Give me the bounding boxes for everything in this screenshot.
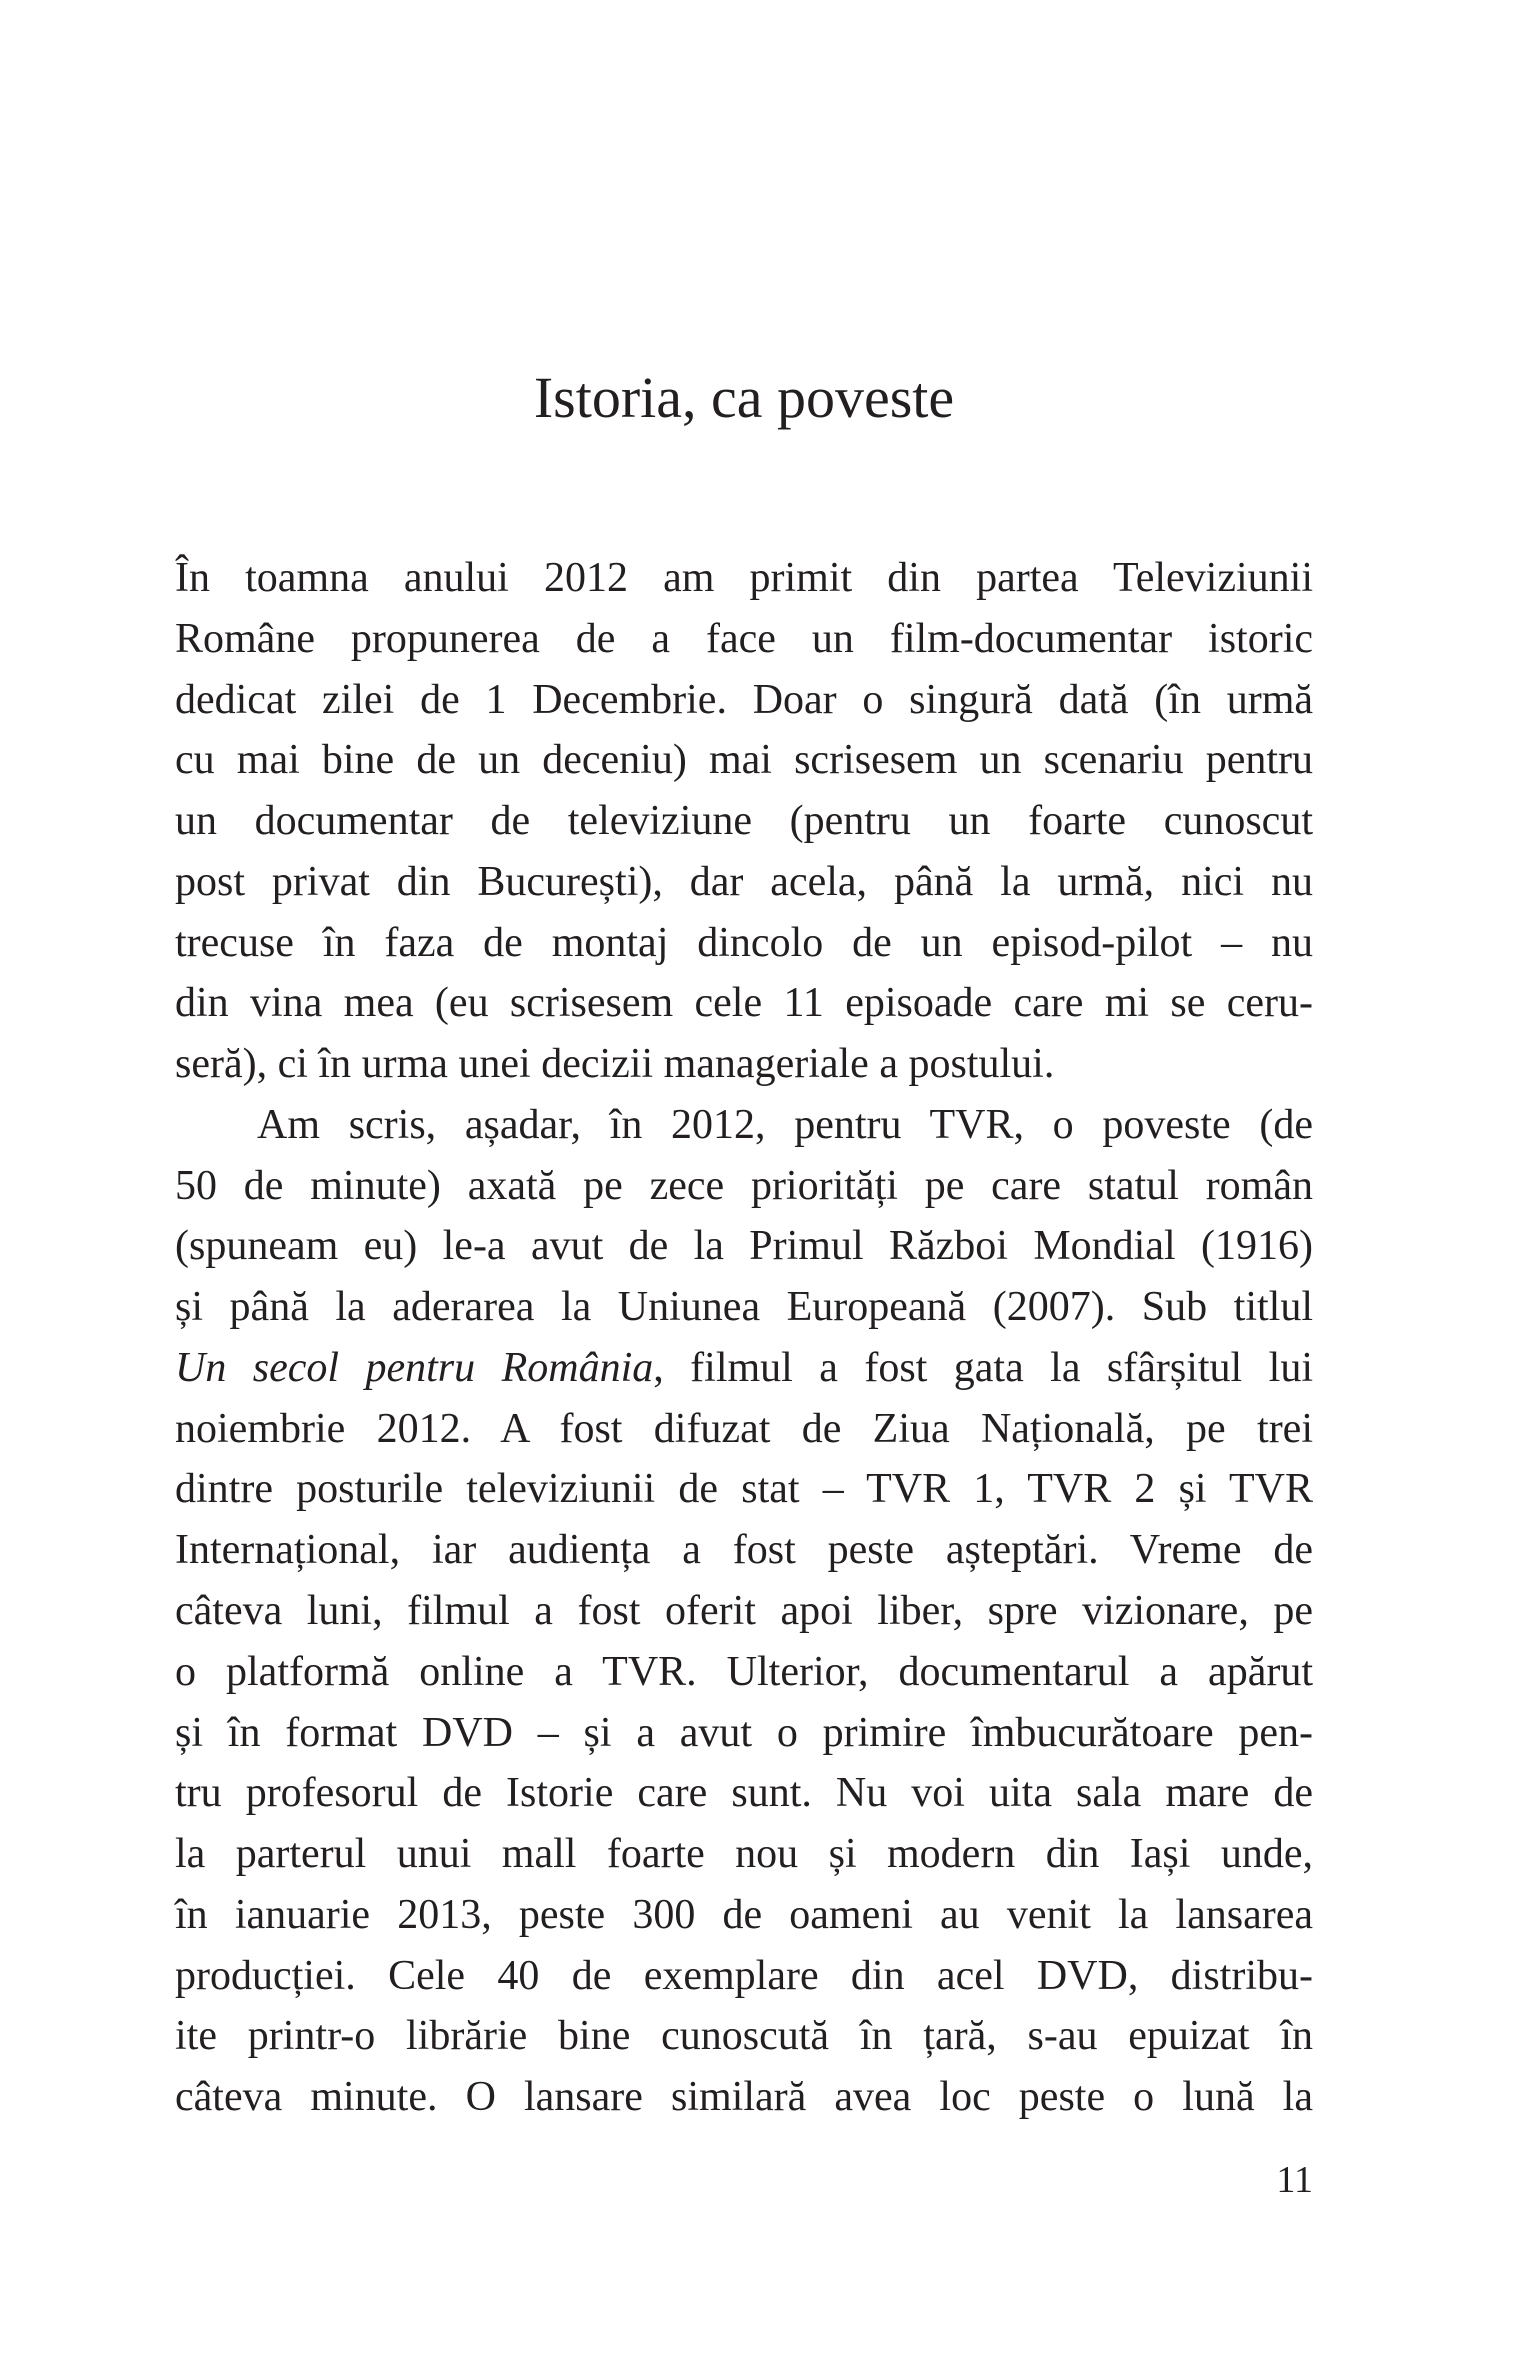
text-line: trecuse în faza de montaj dincolo de un episod-pilot – nu <box>175 919 1313 966</box>
text-line: 50 de minute) axată pe zece priorități pe care statul român <box>175 1162 1313 1209</box>
text-line <box>175 1338 1313 1399</box>
text-line: Române propunerea de a face un film-documentar istoric <box>175 615 1313 662</box>
text-line: o platformă online a TVR. Ulterior, documentarul a apărut <box>175 1648 1313 1695</box>
text-line: dedicat zilei de 1 Decembrie. Doar o singură dată (în urmă <box>175 676 1313 723</box>
text-line: ite printr-o librărie bine cunoscută în țară, s-au epuizat în <box>175 2013 1313 2060</box>
text-line: din vina mea (eu scrisesem cele 11 episoade care mi se ceru- <box>175 980 1313 1027</box>
film-title-italic: Un secol pentru România <box>175 1344 654 1391</box>
text-line: în ianuarie 2013, peste 300 de oameni au venit la lansarea <box>175 1891 1313 1938</box>
text-line: cu mai bine de un deceniu) mai scrisesem un scenariu pentru <box>175 737 1313 784</box>
text-line: și în format DVD – și a avut o primire îmbucurătoare pen- <box>175 1709 1313 1756</box>
text-line: la parterul unui mall foarte nou și modern din Iași unde, <box>175 1831 1313 1878</box>
text-line: noiembrie 2012. A fost difuzat de Ziua Națională, pe trei <box>175 1405 1313 1452</box>
text-line: (spuneam eu) le-a avut de la Primul Război Mondial (1916) <box>175 1223 1313 1270</box>
text-line: producției. Cele 40 de exemplare din acel DVD, distribu- <box>175 1952 1313 1999</box>
paragraph <box>175 548 1313 1095</box>
text-line: În toamna anului 2012 am primit din partea Televiziunii <box>175 555 1313 601</box>
text-line: dintre posturile televiziunii de stat – TVR 1, TVR 2 și TVR <box>175 1466 1313 1513</box>
paragraph <box>175 1095 1313 2128</box>
text-line: seră), ci în urma unei decizii manageriale a postului. <box>175 1041 1055 1088</box>
text-line: post privat din București), dar acela, până la urmă, nici nu <box>175 858 1313 905</box>
chapter-title: Istoria, ca poveste <box>533 365 955 430</box>
text-line: tru profesorul de Istorie care sunt. Nu voi uita sala mare de <box>175 1770 1313 1817</box>
text-line: Internațional, iar audiența a fost peste așteptări. Vreme de <box>175 1527 1313 1574</box>
text-line: și până la aderarea la Uniunea Europeană (2007). Sub titlul <box>175 1284 1313 1331</box>
text-segment: , filmul a fost gata la sfârșitul lui <box>653 1344 1313 1391</box>
text-line: Am scris, așadar, în 2012, pentru TVR, o poveste (de <box>257 1101 1313 1148</box>
text-line: un documentar de televiziune (pentru un foarte cunoscut <box>175 798 1313 845</box>
page-number: 11 <box>1276 2159 1313 2201</box>
text-line: câteva minute. O lansare similară avea loc peste o lună la <box>175 2074 1313 2121</box>
body-text <box>175 548 1313 2128</box>
text-line: câteva luni, filmul a fost oferit apoi liber, spre vizionare, pe <box>175 1588 1313 1635</box>
